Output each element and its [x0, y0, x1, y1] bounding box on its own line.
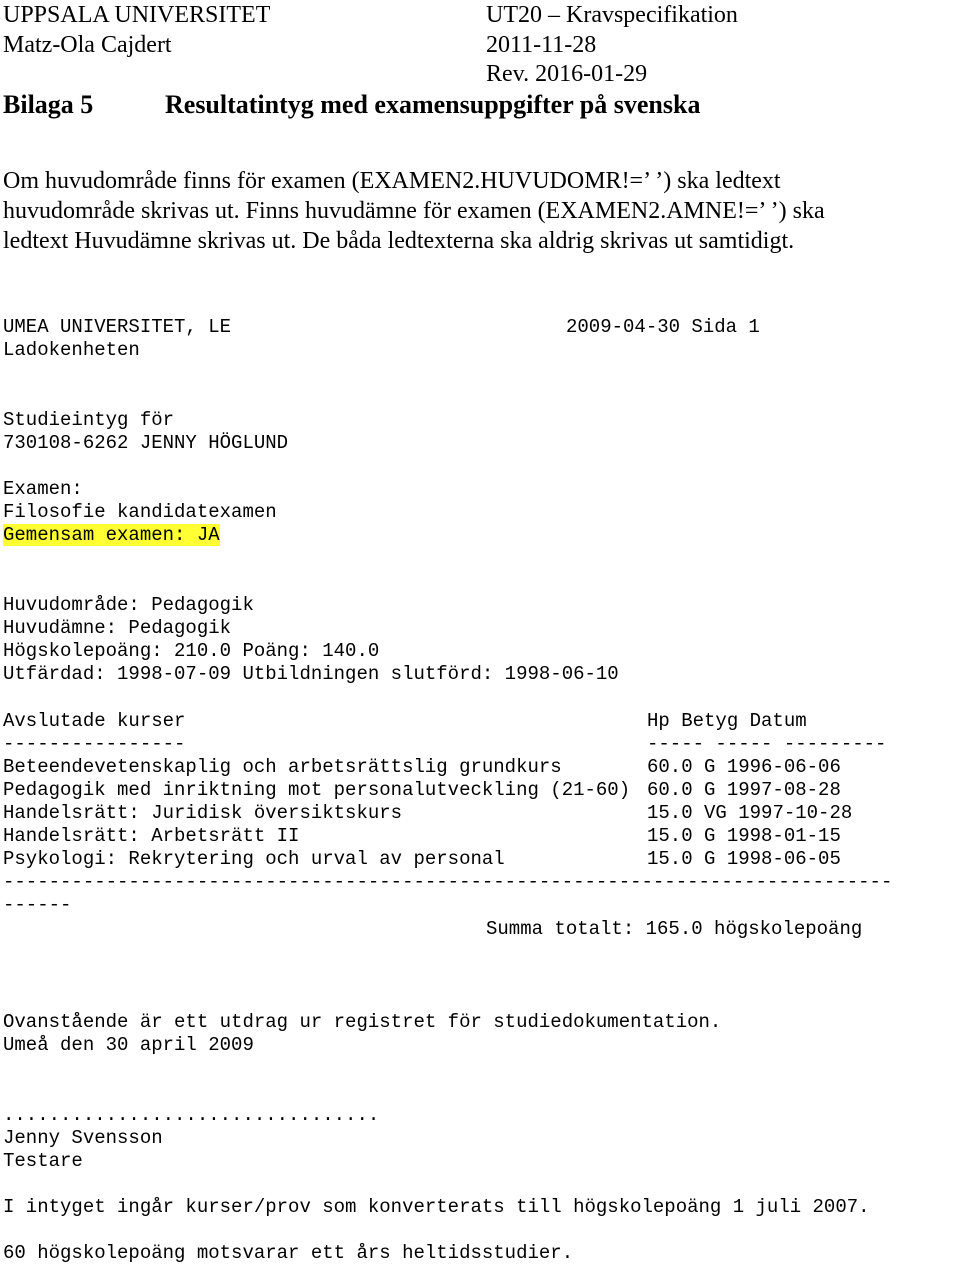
course-hp: 60.0 [647, 756, 693, 778]
header-revision: Rev. 2016-01-29 [486, 61, 648, 87]
courses-underline: ---------------- [3, 733, 186, 755]
cert-joint-exam [3, 524, 220, 547]
cert-unit: Ladokenheten [3, 339, 140, 361]
course-values [647, 825, 841, 848]
intro-paragraph [3, 166, 953, 256]
course-row [3, 825, 299, 848]
signer-name: Jenny Svensson [3, 1127, 163, 1149]
course-values [647, 848, 841, 871]
course-date: 1997-08-28 [726, 779, 841, 801]
course-date: 1998-01-15 [726, 825, 841, 847]
course-row [3, 802, 402, 825]
course-values [647, 779, 841, 802]
statement: Ovanstående är ett utdrag ur registret för studiedokumentation. [3, 1011, 722, 1033]
course-name: Handelsrätt: Arbetsrätt II [3, 825, 300, 847]
header-doc-title: UT20 – Kravspecifikation [486, 2, 738, 28]
course-grade: G [704, 756, 716, 778]
columns-underline: ----- ----- --------- [647, 733, 887, 755]
course-hp: 15.0 [647, 802, 693, 824]
note-conversion: I intyget ingår kurser/prov som konverterats till högskolepoäng 1 juli 2007. [3, 1196, 870, 1218]
cert-university: UMEA UNIVERSITET, LE [3, 316, 232, 338]
signer-role: Testare [3, 1150, 83, 1172]
cert-student: 730108-6262 JENNY HÖGLUND [3, 432, 289, 454]
columns-header: Hp Betyg Datum [647, 710, 807, 732]
course-values [647, 756, 841, 779]
course-row [3, 779, 630, 802]
course-grade: VG [704, 802, 727, 824]
cert-main-subject: Huvudämne: Pedagogik [3, 617, 232, 639]
cert-heading: Studieintyg för [3, 409, 175, 431]
header-date: 2011-11-28 [486, 32, 597, 58]
course-name: Beteendevetenskaplig och arbetsrättslig grundkurs [3, 756, 562, 778]
course-hp: 60.0 [647, 779, 693, 801]
separator-line-wrap: ------ [3, 894, 72, 916]
course-date: 1997-10-28 [738, 802, 853, 824]
total-points: Summa totalt: 165.0 högskolepoäng [486, 918, 863, 940]
course-name: Handelsrätt: Juridisk översiktskurs [3, 802, 403, 824]
course-grade: G [704, 825, 716, 847]
header-org: UPPSALA UNIVERSITET [3, 2, 271, 28]
intro-line-3: ledtext Huvudämne skrivas ut. De båda ledtexterna ska aldrig skrivas ut samtidigt. [3, 228, 795, 254]
note-equivalence: 60 högskolepoäng motsvarar ett års heltidsstudier. [3, 1242, 574, 1264]
course-hp: 15.0 [647, 825, 693, 847]
signature-line: ................................. [3, 1104, 380, 1126]
header-author: Matz-Ola Cajdert [3, 32, 172, 58]
course-name: Pedagogik med inriktning mot personalutveckling (21-60) [3, 779, 631, 801]
joint-exam-highlight: Gemensam examen: JA [3, 524, 220, 546]
course-date: 1996-06-06 [726, 756, 841, 778]
course-grade: G [704, 779, 716, 801]
cert-issued: Utfärdad: 1998-07-09 Utbildningen slutförd: 1998-06-10 [3, 663, 619, 685]
appendix-label: Bilaga 5 [3, 90, 94, 119]
course-row [3, 848, 505, 871]
course-grade: G [704, 848, 716, 870]
course-row [3, 756, 562, 779]
intro-line-2: huvudområde skrivas ut. Finns huvudämne för examen (EXAMEN2.AMNE!=’ ’) ska [3, 198, 825, 224]
cert-exam-label: Examen: [3, 478, 83, 500]
course-values [647, 802, 852, 825]
course-date: 1998-06-05 [726, 848, 841, 870]
appendix-title: Resultatintyg med examensuppgifter på svenska [165, 90, 701, 119]
separator-line: ------------------------------------------------------------------------------ [3, 871, 893, 893]
cert-main-area: Huvudområde: Pedagogik [3, 594, 254, 616]
courses-header: Avslutade kurser [3, 710, 186, 732]
course-hp: 15.0 [647, 848, 693, 870]
cert-date-page: 2009-04-30 Sida 1 [566, 316, 760, 338]
place-date: Umeå den 30 april 2009 [3, 1034, 254, 1056]
cert-exam-name: Filosofie kandidatexamen [3, 501, 277, 523]
intro-line-1: Om huvudområde finns för examen (EXAMEN2.HUVUDOMR!=’ ’) ska ledtext [3, 168, 781, 194]
course-name: Psykologi: Rekrytering och urval av personal [3, 848, 505, 870]
cert-points: Högskolepoäng: 210.0 Poäng: 140.0 [3, 640, 380, 662]
